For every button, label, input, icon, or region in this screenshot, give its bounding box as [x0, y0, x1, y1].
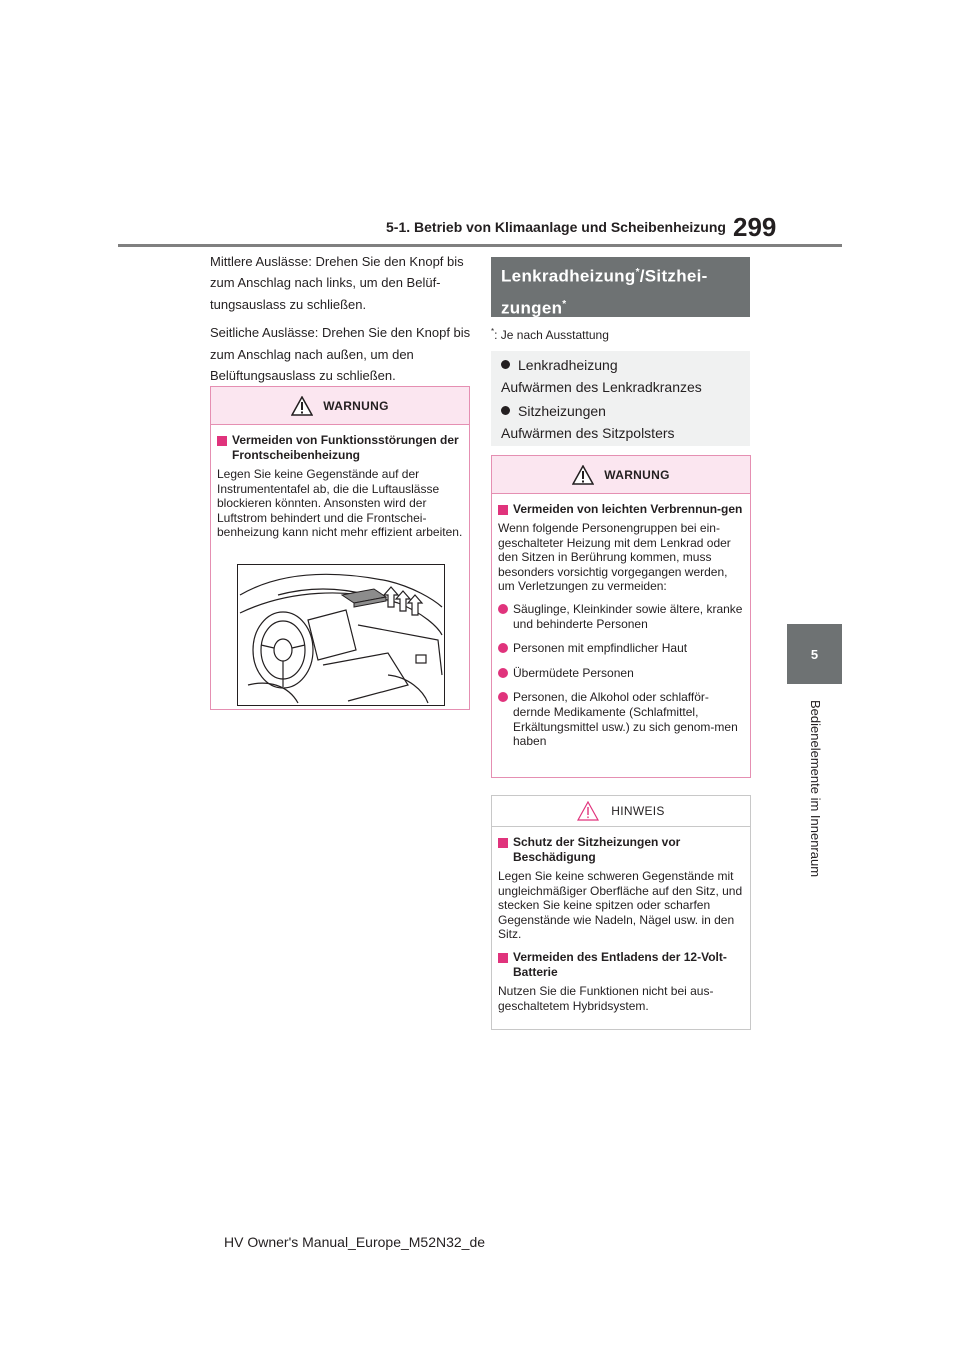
warning-text: Wenn folgende Personengruppen bei ein-geschalteter Heizung mit dem Lenkrad oder den Sitzen in Berührung kommen, muss besonders vorsichtig vorgegangen werden, um Verletzungen zu vermeiden: — [498, 521, 731, 594]
dashboard-vent-illustration — [237, 564, 445, 706]
paragraph-side-vents: Seitliche Auslässe: Drehen Sie den Knopf bis zum Anschlag nach außen, um den Belüftungsauslass zu schließen. — [210, 325, 471, 384]
heading-text-1: Lenkradheizung — [501, 266, 636, 286]
paragraph-middle-vents: Mittlere Auslässe: Drehen Sie den Knopf bis zum Anschlag nach links, um den Belüf-tungsauslass zu schließen. — [210, 254, 464, 312]
feature-description: Aufwärmen des Sitzpolsters — [501, 425, 675, 441]
chapter-side-label — [760, 700, 870, 880]
round-bullet-icon — [498, 643, 508, 653]
square-bullet-icon — [498, 953, 508, 963]
warning-triangle-icon — [572, 465, 594, 485]
notice-label: HINWEIS — [611, 804, 665, 818]
warning-label: WARNUNG — [604, 467, 670, 482]
left-column — [210, 251, 472, 393]
warning-subtitle-text: Vermeiden von Funktionsstörungen der Frontscheibenheizung — [232, 433, 459, 462]
heading-footnote-mark: * — [635, 267, 640, 278]
chapter-number: 5 — [810, 646, 819, 662]
notice-text: Nutzen Sie die Funktionen nicht bei aus-geschaltetem Hybridsystem. — [498, 983, 714, 1013]
list-item — [498, 602, 744, 631]
notice-subtitle-text: Vermeiden des Entladens der 12-Volt-Batterie — [513, 949, 727, 979]
feature-list — [491, 351, 750, 446]
header-divider — [118, 244, 842, 247]
notice-text: Legen Sie keine schweren Gegenstände mit ungleichmäßiger Oberfläche auf den Sitz, und stecken Sie keine spitzen oder scharfen Gegenstände wie Nadeln, Nägel usw. in den Sitz. — [498, 869, 743, 942]
heading-text-3: zungen — [501, 298, 563, 318]
feature-item — [501, 400, 740, 422]
chapter-tab[interactable] — [787, 624, 842, 684]
footer-manual-id: HV Owner's Manual_Europe_M52N32_de — [224, 1234, 486, 1250]
square-bullet-icon — [498, 505, 508, 515]
notice-subtitle-text: Schutz der Sitzheizungen vor Beschädigung — [513, 835, 681, 864]
notice-subtitle — [498, 835, 744, 865]
list-item-text: Säuglinge, Kleinkinder sowie ältere, kranke und behinderte Personen — [513, 601, 743, 631]
footnote-mark: * — [491, 327, 495, 336]
feature-name: Sitzheizungen — [518, 403, 606, 419]
round-bullet-icon — [498, 692, 508, 702]
list-item-text: Personen mit empfindlicher Haut — [513, 641, 688, 656]
page-number: 299 — [733, 212, 777, 242]
list-item — [498, 690, 744, 748]
notice-header — [492, 796, 750, 827]
footnote-text: : Je nach Ausstattung — [494, 328, 609, 342]
caution-triangle-icon — [577, 801, 599, 821]
list-item-text: Personen, die Alkohol oder schlafför-dernde Medikamente (Schlafmittel, Erkältungsmittel usw.) zu sich genom-men haben — [513, 690, 738, 749]
feature-name: Lenkradheizung — [518, 357, 618, 373]
list-item — [498, 641, 744, 656]
bullet-icon — [501, 360, 510, 369]
warning-subtitle — [217, 433, 463, 463]
list-item — [498, 666, 744, 681]
notice-box — [491, 795, 751, 1030]
warning-header — [211, 387, 469, 425]
square-bullet-icon — [217, 436, 227, 446]
warning-subtitle — [498, 502, 744, 517]
warning-header — [492, 456, 750, 494]
section-heading — [491, 257, 750, 317]
heading-footnote-mark-2: * — [562, 298, 567, 310]
section-title: 5-1. Betrieb von Klimaanlage und Scheibenheizung — [386, 219, 726, 235]
bullet-icon — [501, 406, 510, 415]
notice-subtitle — [498, 950, 744, 980]
list-item-text: Übermüdete Personen — [513, 665, 634, 680]
warning-box-burns — [491, 455, 751, 778]
feature-item — [501, 354, 740, 376]
chapter-side-label-text: Bedienelemente im Innenraum — [808, 700, 823, 878]
footnote — [491, 327, 609, 342]
heading-text-2: /Sitzhei- — [639, 266, 708, 286]
feature-description: Aufwärmen des Lenkradkranzes — [501, 379, 702, 395]
warning-subtitle-text: Vermeiden von leichten Verbrennun-gen — [513, 502, 743, 516]
warning-box-defroster — [210, 386, 470, 710]
warning-label: WARNUNG — [323, 398, 389, 413]
warning-triangle-icon — [291, 396, 313, 416]
warning-text: Legen Sie keine Gegenstände auf der Instrumententafel ab, die die Luftauslässe blockieren könnten. Ansonsten wird der Luftstrom behindert und die Frontschei-benheizung kann nicht mehr effizient arbeiten. — [217, 467, 463, 540]
round-bullet-icon — [498, 668, 508, 678]
round-bullet-icon — [498, 604, 508, 614]
dashboard-drawing — [238, 565, 444, 705]
square-bullet-icon — [498, 838, 508, 848]
